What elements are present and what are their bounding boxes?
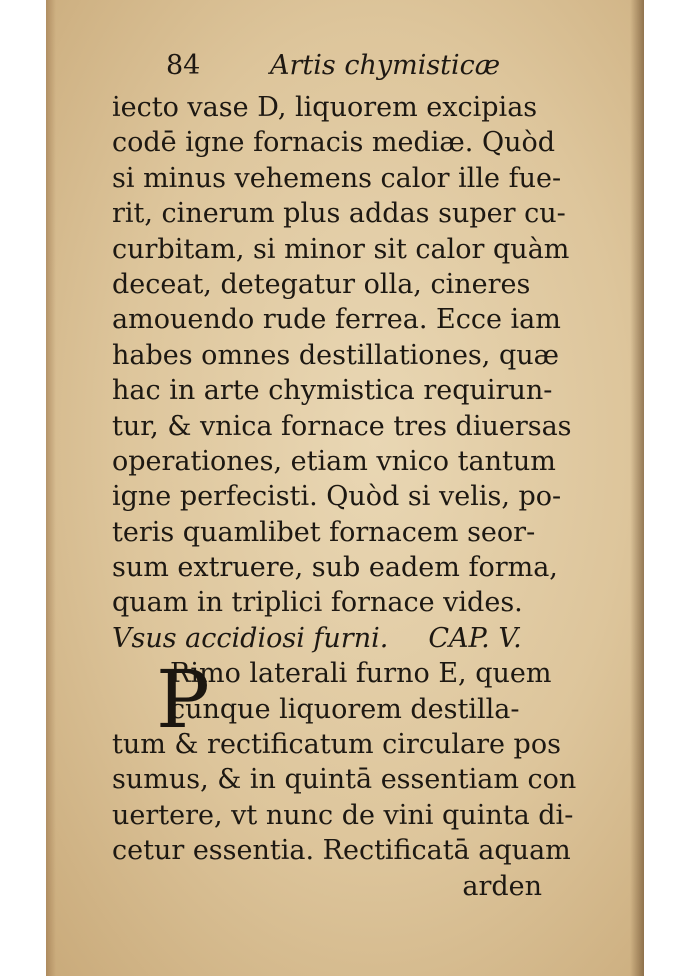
drop-cap: P: [156, 653, 210, 746]
text-line: teris quamlibet fornacem seor-: [112, 516, 536, 548]
text-line: iecto vase D, liquorem excipias: [112, 92, 538, 123]
page-edge-shadow: [46, 0, 56, 976]
text-line: habes omnes destillationes, quæ: [112, 339, 560, 371]
text-line: deceat, detegatur olla, cineres: [112, 268, 531, 300]
text-line: sum extruere, sub eadem forma,: [112, 552, 558, 584]
text-block: [112, 90, 598, 904]
chapter-number: CAP. V.: [428, 622, 522, 654]
text-line: curbitam, si minor sit calor quàm: [112, 233, 570, 265]
text-line: tum & rectificatum circulare pos: [112, 729, 561, 761]
text-line: hac in arte chymistica requirun-: [112, 375, 553, 407]
catchword: arden: [462, 870, 542, 902]
page-number: 84: [166, 50, 201, 81]
text-line: igne perfecisti. Quòd si velis, po-: [112, 481, 562, 513]
running-title: Artis chymisticæ: [270, 50, 501, 81]
text-line: quam in triplici fornace vides.: [112, 587, 523, 619]
text-line: sumus, & in quintā essentiam con: [112, 764, 577, 796]
text-line: operationes, etiam vnico tantum: [112, 445, 556, 477]
text-line: cunque liquorem destilla-: [170, 693, 520, 725]
text-line: tur, & vnica fornace tres diuersas: [112, 410, 572, 442]
text-line: amouendo rude ferrea. Ecce iam: [112, 304, 561, 336]
text-line: codē igne fornacis mediæ. Quòd: [112, 127, 556, 159]
text-line: Rimo laterali furno E, quem: [170, 658, 552, 690]
text-line: si minus vehemens calor ille fue-: [112, 162, 562, 194]
page-header: [166, 44, 566, 84]
chapter-title: Vsus accidiosi furni.: [112, 622, 389, 654]
spine-shadow: [630, 0, 644, 976]
text-line: cetur essentia. Rectificatā aquam: [112, 835, 571, 867]
text-line: uertere, vt nunc de vini quinta di-: [112, 799, 574, 831]
text-line: rit, cinerum plus addas super cu-: [112, 198, 566, 230]
chapter-heading: [112, 621, 598, 656]
